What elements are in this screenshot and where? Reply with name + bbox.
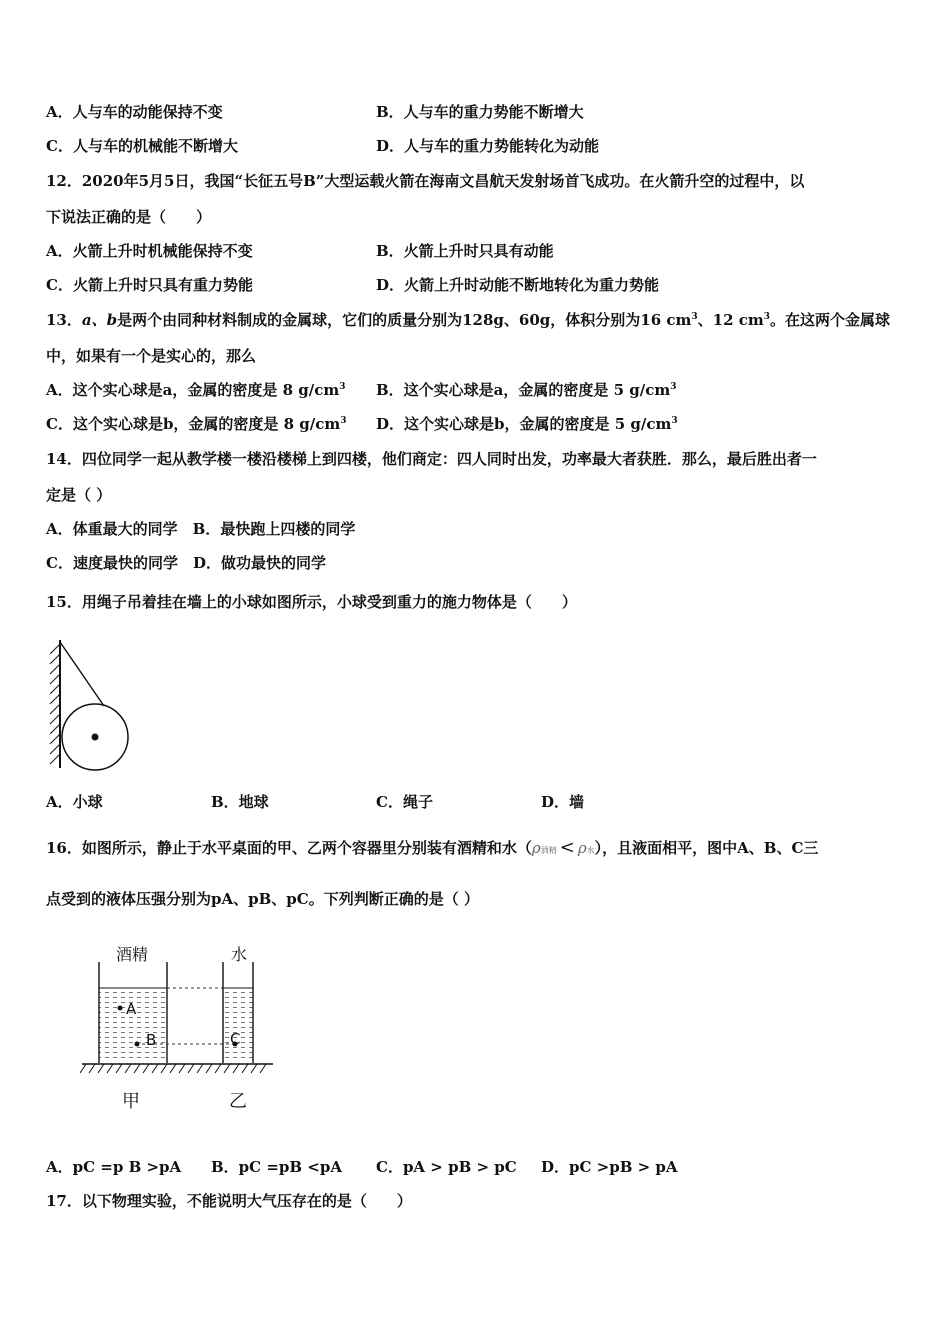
q13-option-a: A．这个实心球是a，金属的密度是 8 $g/cm^3$ xyxy=(46,381,346,399)
alcohol-label: 酒精 xyxy=(116,945,149,964)
water-label: 水 xyxy=(231,945,248,964)
q15-option-a: A．小球 xyxy=(46,793,103,811)
q13-ab: a、b xyxy=(81,311,118,329)
q13-stem-line2: 中，如果有一个是实心的，那么 xyxy=(46,347,257,365)
q15-option-c: C．绳子 xyxy=(376,793,433,811)
q13-option-b: B．这个实心球是a，金属的密度是 5 $g/cm^3$ xyxy=(376,381,677,399)
q16-stem-line2: 点受到的液体压强分别为pA、pB、pC。下列判断正确的是（ ） xyxy=(46,890,479,908)
rho-symbol-2: ρ xyxy=(577,839,587,857)
q15-option-d: D．墙 xyxy=(541,793,585,811)
q15-stem: 15．用绳子吊着挂在墙上的小球如图所示，小球受到重力的施力物体是（ ） xyxy=(46,593,577,611)
q13-sup-2: 3 xyxy=(763,312,771,322)
table-hatching xyxy=(80,1064,266,1073)
q13-sup-1: 3 xyxy=(691,312,698,322)
point-b-label: B xyxy=(146,1031,157,1049)
point-c-label: C xyxy=(230,1030,241,1048)
wall-hatching xyxy=(50,644,60,764)
q16-option-d: D．pC >pB > pA xyxy=(541,1158,678,1176)
q12-option-c: C．火箭上升时只具有重力势能 xyxy=(46,276,253,294)
q16-stem-line1: 16．如图所示，静止于水平桌面的甲、乙两个容器里分别装有酒精和水（ρ酒精 < ρ水），且液面相平，图中A、B、C三 xyxy=(46,837,819,858)
q11-option-a: A．人与车的动能保持不变 xyxy=(46,103,223,121)
q12-option-d: D．火箭上升时动能不断地转化为重力势能 xyxy=(376,276,660,294)
q11-option-b: B．人与车的重力势能不断增大 xyxy=(376,103,584,121)
q16-option-b: B．pC =pB <pA xyxy=(211,1158,342,1176)
q16-option-c: C．pA > pB > pC xyxy=(376,1158,517,1176)
jia-label: 甲 xyxy=(122,1091,140,1112)
q14-options-cd: C．速度最快的同学 D．做功最快的同学 xyxy=(46,554,326,572)
q14-stem-line2: 定是（ ） xyxy=(46,486,112,504)
q14-stem-line1: 14．四位同学一起从教学楼一楼沿楼梯上到四楼，他们商定：四人同时出发，功率最大者获胜．那么，最后胜出者一 xyxy=(46,450,817,468)
q13-option-d: D．这个实心球是b，金属的密度是 5 $g/cm^3$ xyxy=(376,415,678,433)
rope xyxy=(60,642,104,706)
q13-stem-line1 xyxy=(46,310,890,330)
q12-option-a: A．火箭上升时机械能保持不变 xyxy=(46,242,253,260)
q12-option-b: B．火箭上升时只具有动能 xyxy=(376,242,554,260)
q13-stem-mid: 、12 cm xyxy=(697,311,764,329)
q13-num: 13． xyxy=(46,311,82,329)
q16-containers-figure xyxy=(80,940,280,1115)
q11-option-c: C．人与车的机械能不断增大 xyxy=(46,137,238,155)
q13-stem-tail: 。在这两个金属球 xyxy=(770,311,891,329)
point-a-label: A xyxy=(126,1000,137,1018)
q14-options-ab: A．体重最大的同学 B．最快跑上四楼的同学 xyxy=(46,520,356,538)
yi-label: 乙 xyxy=(229,1091,247,1112)
rho-symbol-1: ρ xyxy=(531,839,541,857)
q12-stem-line1: 12．2020年5月5日，我国“长征五号B”大型运载火箭在海南文昌航天发射场首飞成功。在火箭升空的过程中，以 xyxy=(46,172,805,190)
q16-option-a: A．pC =p B >pA xyxy=(46,1158,182,1176)
q15-ball-on-wall-figure xyxy=(44,636,136,772)
q12-stem-line2: 下说法正确的是（ ） xyxy=(46,208,212,226)
ball-center xyxy=(92,734,99,741)
q11-option-d: D．人与车的重力势能转化为动能 xyxy=(376,137,600,155)
q15-option-b: B．地球 xyxy=(211,793,269,811)
q13-stem-rest: 是两个由同种材料制成的金属球，它们的质量分别为128g、60g，体积分别为16 cm xyxy=(117,311,692,329)
q13-option-c: C．这个实心球是b，金属的密度是 8 $g/cm^3$ xyxy=(46,415,347,433)
q17-stem: 17．以下物理实验，不能说明大气压存在的是（ ） xyxy=(46,1192,412,1210)
yi-liquid xyxy=(223,988,253,1062)
